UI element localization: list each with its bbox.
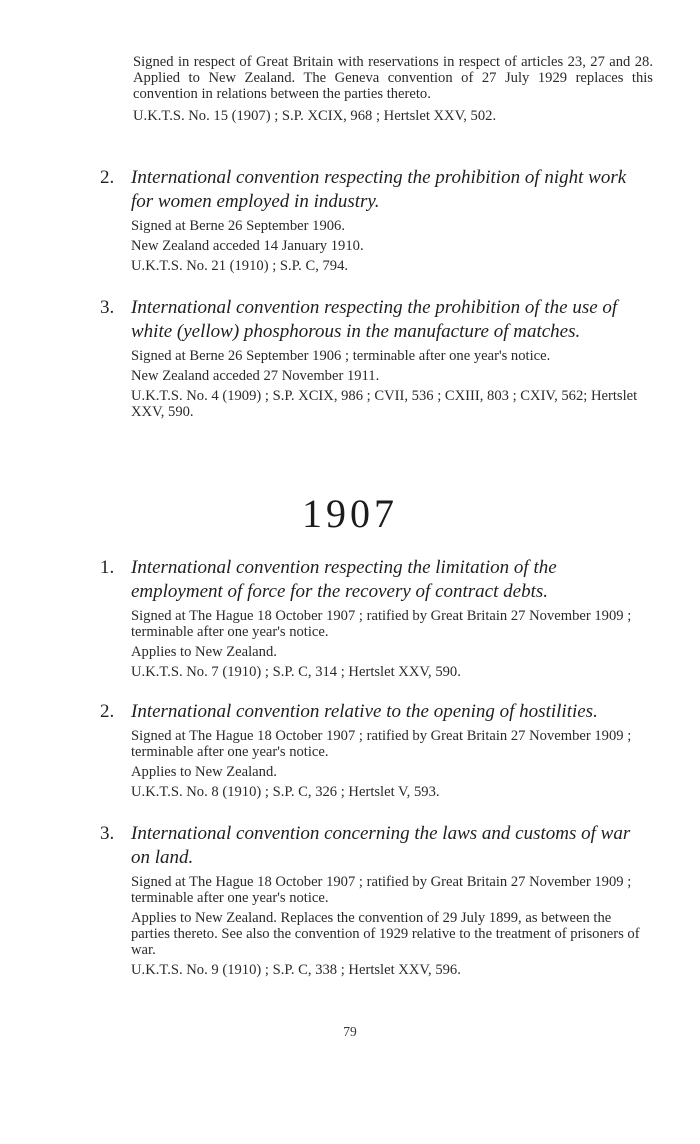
treaty-entry-1906-3: [100, 296, 653, 424]
entry-body: [131, 874, 653, 978]
entry-line: Applies to New Zealand.: [131, 644, 277, 660]
entry-line: Signed at Berne 26 September 1906.: [131, 218, 345, 234]
entry-title: International convention respecting the prohibition of night work for women employed in industry.: [131, 167, 627, 212]
treaty-entry-1906-2: [100, 166, 653, 278]
entry-number: 1.: [100, 557, 115, 578]
entry-line: U.K.T.S. No. 8 (1910) ; S.P. C, 326 ; Hertslet V, 593.: [131, 784, 440, 800]
intro-paragraph: Signed in respect of Great Britain with reservations in respect of articles 23, 27 and 28. Applied to New Zealand. The Geneva convention of 27 July 1929 replaces this convention in relations between the parties thereto.: [133, 54, 653, 102]
entry-number: 2.: [100, 701, 115, 722]
entry-line: Signed at The Hague 18 October 1907 ; ratified by Great Britain 27 November 1909 ; terminable after one year's notice.: [131, 874, 632, 906]
entry-line: Applies to New Zealand.: [131, 764, 277, 780]
entry-line: Signed at Berne 26 September 1906 ; terminable after one year's notice.: [131, 348, 551, 364]
treaty-entry-1907-2: [100, 700, 653, 804]
entry-number: 3.: [100, 823, 115, 844]
treaty-entry-1907-3: [100, 822, 653, 982]
intro-block: [133, 54, 653, 124]
entry-line: U.K.T.S. No. 4 (1909) ; S.P. XCIX, 986 ; CVII, 536 ; CXIII, 803 ; CXIV, 562; Hertslet XXV, 590.: [131, 388, 638, 420]
entry-number: 3.: [100, 297, 115, 318]
entry-line: Signed at The Hague 18 October 1907 ; ratified by Great Britain 27 November 1909 ; terminable after one year's notice.: [131, 608, 632, 640]
entry-body: [131, 348, 653, 420]
entry-line: U.K.T.S. No. 9 (1910) ; S.P. C, 338 ; Hertslet XXV, 596.: [131, 962, 461, 978]
entry-line: U.K.T.S. No. 7 (1910) ; S.P. C, 314 ; Hertslet XXV, 590.: [131, 664, 461, 680]
intro-references: U.K.T.S. No. 15 (1907) ; S.P. XCIX, 968 ; Hertslet XXV, 502.: [133, 108, 497, 124]
year-heading: 1907: [302, 491, 398, 536]
page-number: 79: [343, 1024, 357, 1039]
entry-line: U.K.T.S. No. 21 (1910) ; S.P. C, 794.: [131, 258, 349, 274]
entry-line: New Zealand acceded 27 November 1911.: [131, 368, 380, 384]
entry-title: International convention concerning the laws and customs of war on land.: [131, 823, 631, 868]
entry-title: International convention respecting the prohibition of the use of white (yellow) phosphorous in the manufacture of matches.: [131, 297, 618, 342]
entry-title: International convention relative to the opening of hostilities.: [131, 701, 598, 722]
entry-line: New Zealand acceded 14 January 1910.: [131, 238, 364, 254]
entry-line: Signed at The Hague 18 October 1907 ; ratified by Great Britain 27 November 1909 ; terminable after one year's notice.: [131, 728, 632, 760]
entry-number: 2.: [100, 167, 115, 188]
entry-body: [131, 728, 653, 800]
entry-title: International convention respecting the limitation of the employment of force for the recovery of contract debts.: [131, 557, 557, 602]
entry-body: [131, 218, 653, 274]
entry-body: [131, 608, 653, 680]
entry-line: Applies to New Zealand. Replaces the convention of 29 July 1899, as between the parties thereto. See also the convention of 1929 relative to the treatment of prisoners of war.: [131, 910, 640, 958]
treaty-entry-1907-1: [100, 556, 653, 684]
